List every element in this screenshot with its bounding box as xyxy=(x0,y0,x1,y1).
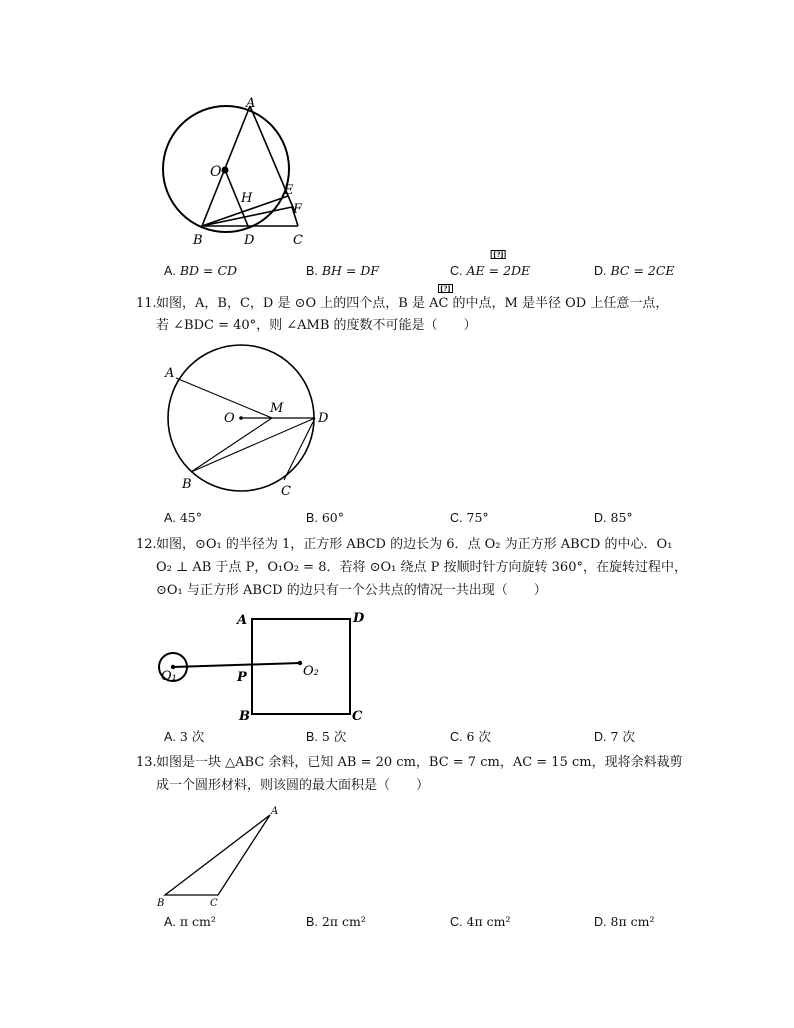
option-text: 5 次 xyxy=(321,729,347,744)
q10-label-O: O xyxy=(210,164,222,180)
q13-number: 13. xyxy=(136,755,157,770)
q12-line1: 如图，⊙O₁ 的半径为 1，正方形 ABCD 的边长为 6．点 O₂ 为正方形 ABCD 的中心．O₁ xyxy=(156,537,673,552)
option-label: C. xyxy=(450,511,463,525)
q12-label-B: B xyxy=(239,709,250,724)
option-label: B. xyxy=(306,915,318,929)
q10-option-b[interactable] xyxy=(306,263,379,278)
q12-label-O2: O₂ xyxy=(303,664,319,679)
q13-option-d[interactable] xyxy=(594,914,655,929)
q12-label-D: D xyxy=(353,611,365,626)
q11-label-M: M xyxy=(270,401,284,416)
option-label: C. xyxy=(450,915,463,929)
option-text: 7 次 xyxy=(610,729,635,744)
q10-label-A: A xyxy=(246,96,256,111)
q10-figure xyxy=(150,92,320,252)
q10-option-d[interactable] xyxy=(594,263,675,278)
q12-option-a[interactable] xyxy=(164,727,204,745)
q11-label-O: O xyxy=(224,411,235,426)
option-label: D. xyxy=(594,730,607,744)
option-label: B. xyxy=(306,730,318,744)
q11-line-BD xyxy=(191,418,315,472)
q12-label-O1: O₁ xyxy=(161,669,177,684)
option-text: 3 次 xyxy=(179,729,205,744)
option-label: C. xyxy=(450,264,463,278)
q12-option-c[interactable] xyxy=(450,727,491,745)
q10-label-D: D xyxy=(244,233,255,248)
option-label: A. xyxy=(164,511,176,525)
option-text: 45° xyxy=(179,510,202,525)
option-text: BC = 2CE xyxy=(610,263,675,278)
q10-label-C: C xyxy=(293,233,303,248)
q11-option-d[interactable] xyxy=(594,510,633,525)
option-text: 60° xyxy=(321,510,344,525)
q13-line2: 成一个圆形材料，则该圆的最大面积是（ ） xyxy=(156,778,430,793)
q10-label-F: F xyxy=(293,202,303,217)
q10-label-E: E xyxy=(284,183,294,198)
q13-figure xyxy=(150,805,290,910)
q13-label-A: A xyxy=(271,806,279,817)
q11-point-O xyxy=(239,416,243,420)
q11-line-BM xyxy=(191,418,272,472)
q11-number: 11. xyxy=(136,296,157,311)
q12-label-P: P xyxy=(237,670,247,685)
option-label: A. xyxy=(164,915,176,929)
q11-label-A: A xyxy=(165,366,175,381)
q12-point-O2 xyxy=(298,661,302,665)
option-text: π cm² xyxy=(179,914,216,929)
q13-option-a[interactable] xyxy=(164,914,216,929)
q13-label-C: C xyxy=(210,898,218,909)
q10-point-O xyxy=(222,167,229,174)
q12-line2: O₂ ⊥ AB 于点 P，O₁O₂ = 8．若将 ⊙O₁ 绕点 P 按顺时针方向旋转 360°，在旋转过程中， xyxy=(156,560,687,575)
option-label: B. xyxy=(306,511,318,525)
q12-line-O1O2 xyxy=(173,663,300,667)
q13-line1: 如图是一块 △ABC 余料，已知 AB = 20 cm，BC = 7 cm，AC = 15 cm，现将余料裁剪 xyxy=(156,755,683,770)
option-text: [?] AE = 2DE xyxy=(467,263,531,278)
option-text: BD = CD xyxy=(179,263,238,278)
option-label: D. xyxy=(594,264,607,278)
q11-label-D: D xyxy=(318,411,329,426)
q10-option-a[interactable] xyxy=(164,263,237,278)
option-label: A. xyxy=(164,264,176,278)
q11-figure xyxy=(160,338,340,502)
option-text: 85° xyxy=(610,510,633,525)
q12-line3: ⊙O₁ 与正方形 ABCD 的边只有一个公共点的情况一共出现（ ） xyxy=(156,583,547,598)
q11-arc-mark: [?] xyxy=(440,284,451,293)
q12-figure xyxy=(150,605,380,725)
option-label: D. xyxy=(594,915,607,929)
option-text: 6 次 xyxy=(466,729,491,744)
option-text: 2π cm² xyxy=(321,914,366,929)
q12-option-d[interactable] xyxy=(594,727,635,745)
option-text: 4π cm² xyxy=(466,914,511,929)
q10-option-c[interactable] xyxy=(450,263,530,278)
option-label: B. xyxy=(306,264,318,278)
q10-label-H: H xyxy=(241,191,253,206)
q12-label-A: A xyxy=(237,613,248,628)
q11-line1: 如图，A，B，C，D 是 ⊙O 上的四个点，B 是 AC 的中点，M 是半径 OD 上任意一点， xyxy=(156,296,669,311)
option-label: C. xyxy=(450,730,463,744)
option-label: A. xyxy=(164,730,176,744)
q11-label-B: B xyxy=(182,477,192,492)
q12-number: 12. xyxy=(136,537,157,552)
q11-option-a[interactable] xyxy=(164,510,202,525)
q11-line-CD xyxy=(284,418,315,480)
option-text: BH = DF xyxy=(321,263,380,278)
q12-option-b[interactable] xyxy=(306,727,346,745)
q11-line2: 若 ∠BDC = 40°，则 ∠AMB 的度数不可能是（ ） xyxy=(156,318,477,333)
q11-option-c[interactable] xyxy=(450,510,489,525)
option-label: D. xyxy=(594,511,607,525)
q10-label-B: B xyxy=(193,233,203,248)
q13-label-B: B xyxy=(157,898,165,909)
q13-triangle xyxy=(165,815,270,895)
q13-option-b[interactable] xyxy=(306,914,366,929)
q12-label-C: C xyxy=(352,709,363,724)
option-text: 75° xyxy=(466,510,489,525)
option-text: 8π cm² xyxy=(610,914,655,929)
q13-option-c[interactable] xyxy=(450,914,511,929)
q11-label-C: C xyxy=(281,484,291,499)
q11-option-b[interactable] xyxy=(306,510,344,525)
q12-square xyxy=(252,619,350,714)
